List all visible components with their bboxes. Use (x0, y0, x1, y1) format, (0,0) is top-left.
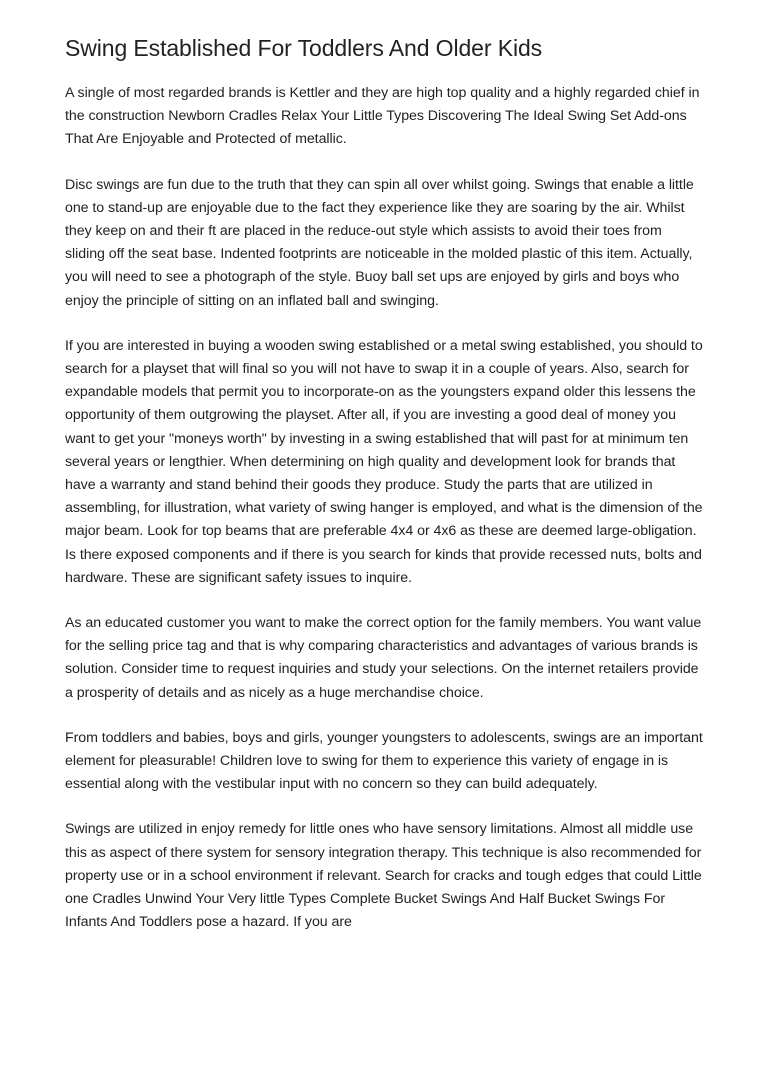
document-page (65, 33, 703, 957)
paragraph-4: As an educated customer you want to make the correct option for the family members. You want value for the selling price tag and that is why comparing characteristics and advantages of various brands is solution. Consider time to request inquiries and study your selections. On the internet retailers provide a prosperity of details and as nicely as a huge merchandise choice. (65, 615, 702, 701)
paragraph-1: A single of most regarded brands is Kettler and they are high top quality and a highly regarded chief in the construction Newborn Cradles Relax Your Little Types Discovering The Ideal Swing Set Add-ons That Are Enjoyable and Protected of metallic. (65, 85, 700, 148)
paragraph-3: If you are interested in buying a wooden swing established or a metal swing established, you should to search for a playset that will final so you will not have to swap it in a couple of years. Also, search for expandable models that permit you to incorporate-on as the youngsters expand older this lessens the opportunity of them outgrowing the playset. After all, if you are investing a good deal of money you want to get your "moneys worth" by investing in a swing established that will past for at minimum ten several years or lengthier. When determining on high quality and development look for brands that have a warranty and stand behind their goods they produce. Study the parts that are utilized in assembling, for illustration, what variety of swing hanger is employed, and what is the dimension of the major beam. Look for top beams that are preferable 4x4 or 4x6 as these are deemed large-obligation. Is there exposed components and if there is you search for kinds that provide recessed nuts, bolts and hardware. These are significant safety issues to inquire. (65, 337, 703, 586)
paragraph-2: Disc swings are fun due to the truth that they can spin all over whilst going. Swings that enable a little one to stand-up are enjoyable due to the fact they experience like they are soaring by the air. Whilst they keep on and their ft are placed in the reduce-out style which assists to avoid their toes from sliding off the seat base. Indented footprints are noticeable in the molded plastic of this item. Actually, you will need to see a photograph of the style. Buoy ball set ups are enjoyed by girls and boys who enjoy the principle of sitting on an inflated ball and swinging. (65, 176, 694, 309)
paragraph-6: Swings are utilized in enjoy remedy for little ones who have sensory limitations. Almost all middle use this as aspect of there system for sensory integration therapy. This technique is also recommended for property use or in a school environment if relevant. Search for cracks and tough edges that could Little one Cradles Unwind Your Very little Types Complete Bucket Swings And Half Bucket Swings For Infants And Toddlers pose a hazard. If you are (65, 821, 702, 931)
paragraph-5: From toddlers and babies, boys and girls, younger youngsters to adolescents, swings are an important element for pleasurable! Children love to swing for them to experience this variety of engage in is essential along with the vestibular input with no concern so they can build adequately. (65, 729, 703, 793)
page-title: Swing Established For Toddlers And Older Kids (65, 35, 543, 61)
